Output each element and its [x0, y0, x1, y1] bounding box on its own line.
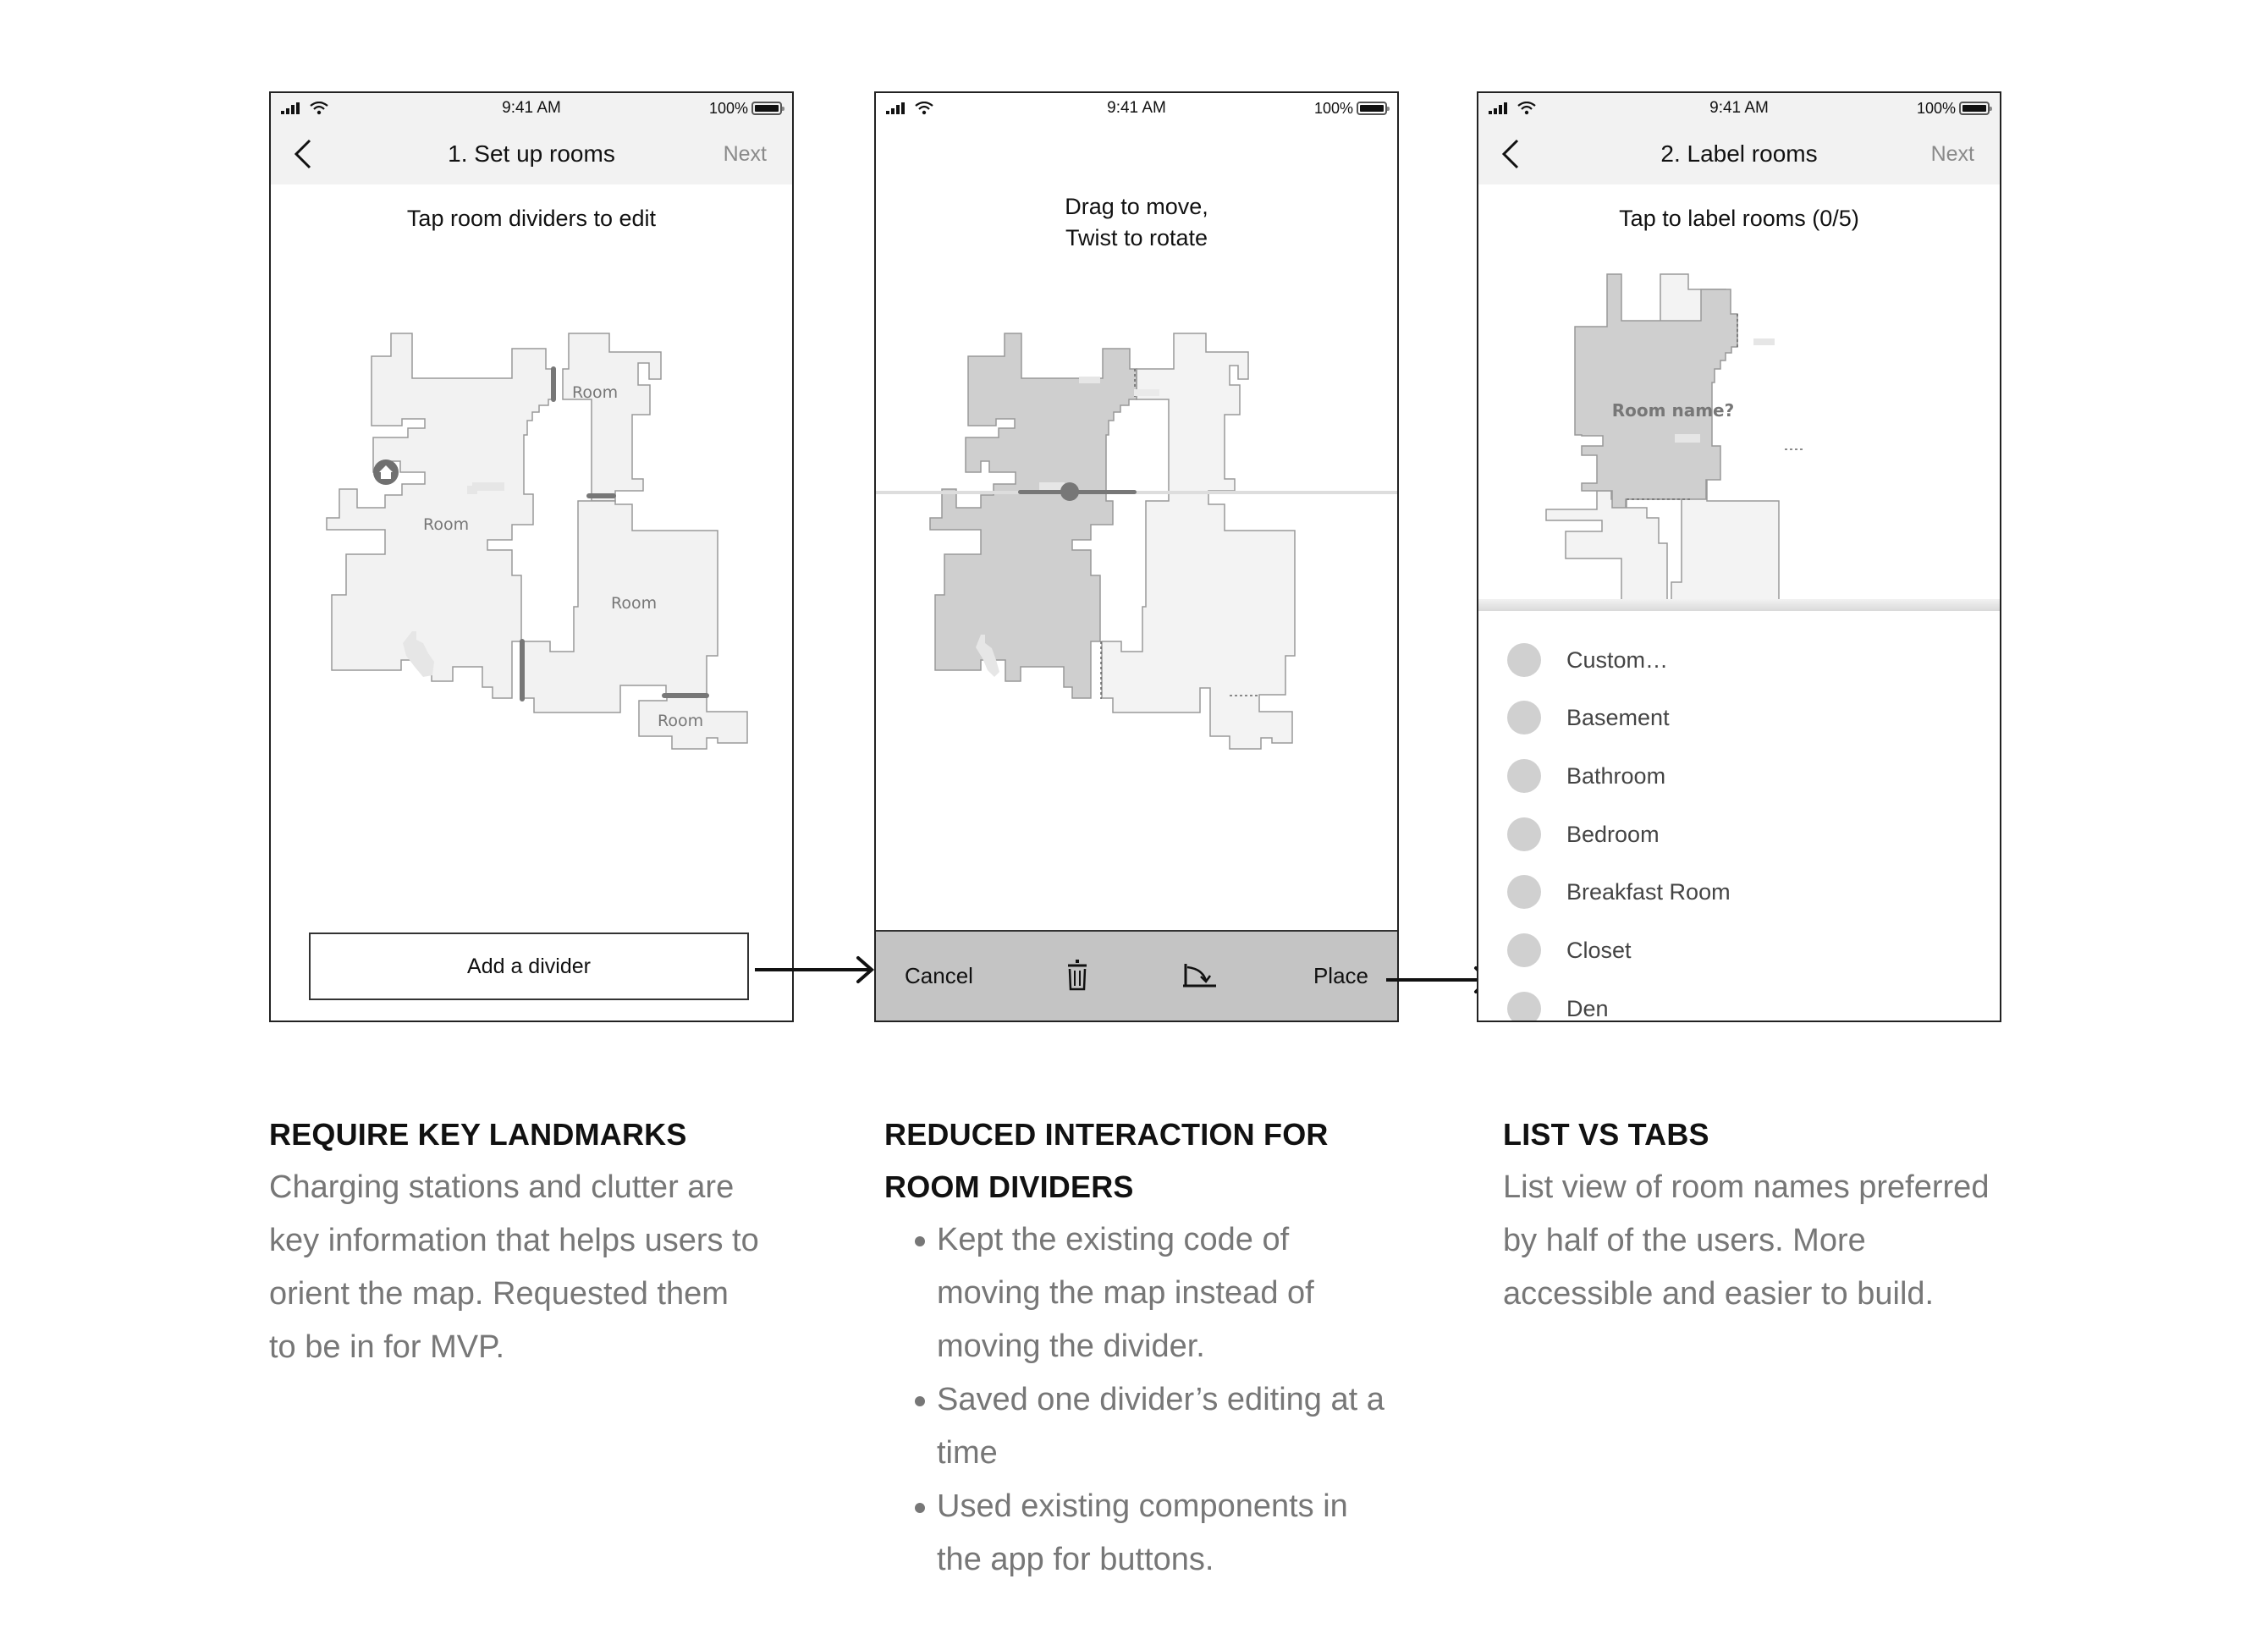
phone-screen-edit-divider	[874, 91, 1399, 1022]
bullet-item: Used existing components in the app for buttons.	[884, 1480, 1426, 1587]
back-chevron-icon[interactable]	[1497, 137, 1522, 171]
page-title: 2. Label rooms	[1660, 140, 1818, 167]
room-option-bathroom[interactable]	[1507, 759, 1665, 793]
bullet-item: Saved one divider’s editing at a time	[884, 1373, 1426, 1480]
battery-percent: 100%	[1313, 99, 1353, 117]
room-option-label: Bedroom	[1566, 821, 1660, 847]
section-body-line: Charging stations and clutter are	[269, 1169, 735, 1205]
wifi-icon	[1517, 102, 1536, 115]
radio-button[interactable]	[1507, 759, 1541, 793]
section-heading-line-1: REDUCED INTERACTION FOR	[884, 1117, 1329, 1152]
section-heading: LIST VS TABS	[1503, 1117, 1709, 1152]
section-body-line: List view of room names preferred	[1503, 1169, 1990, 1205]
section-body-line: by half of the users. More	[1503, 1223, 1866, 1258]
radio-button[interactable]	[1507, 875, 1541, 909]
battery-percent: 100%	[708, 99, 748, 117]
bullet-dot-icon	[915, 1396, 925, 1406]
status-time: 9:41 AM	[502, 99, 561, 117]
room-label: Room	[611, 594, 658, 613]
floor-map-edit[interactable]	[876, 322, 1397, 778]
instruction-text: Tap room dividers to edit	[406, 206, 657, 231]
selected-room-label: Room name?	[1611, 400, 1735, 421]
section-list-vs-tabs	[1503, 1109, 2045, 1321]
signal-icon	[886, 102, 906, 114]
radio-button[interactable]	[1507, 643, 1541, 677]
radio-button[interactable]	[1507, 817, 1541, 851]
next-button[interactable]: Next	[723, 141, 767, 166]
room-label: Room	[658, 712, 704, 730]
status-time: 9:41 AM	[1709, 99, 1769, 117]
section-heading-line-2: ROOM DIVIDERS	[884, 1169, 1134, 1204]
edit-toolbar	[876, 930, 1397, 1021]
room-label: Room	[572, 383, 619, 402]
section-body-line: to be in for MVP.	[269, 1329, 505, 1365]
room-option-label: Basement	[1566, 704, 1670, 730]
battery-icon	[751, 102, 782, 115]
instruction-line-1: Drag to move,	[1065, 194, 1208, 219]
flow-arrow-icon	[753, 955, 878, 988]
radio-button[interactable]	[1507, 933, 1541, 967]
battery-icon	[1357, 102, 1387, 115]
section-reduced-interaction	[884, 1109, 1426, 1587]
status-time: 9:41 AM	[1107, 99, 1166, 117]
navbar	[271, 124, 792, 184]
signal-icon	[1489, 102, 1509, 114]
bullet-dot-icon	[915, 1503, 925, 1513]
wifi-icon	[915, 102, 933, 115]
floor-map-label[interactable]	[1478, 262, 2000, 601]
rotate-icon[interactable]	[1182, 962, 1218, 991]
cancel-button[interactable]: Cancel	[905, 963, 973, 988]
room-option-label: Bathroom	[1566, 762, 1666, 789]
battery-icon	[1959, 102, 1990, 115]
next-button[interactable]: Next	[1930, 141, 1974, 166]
floor-map[interactable]	[322, 322, 762, 778]
room-option-custom[interactable]	[1507, 643, 1668, 677]
bullet-dot-icon	[915, 1236, 925, 1246]
section-body-line: accessible and easier to build.	[1503, 1276, 1935, 1312]
room-option-label: Breakfast Room	[1566, 878, 1731, 905]
radio-button[interactable]	[1507, 992, 1541, 1022]
phone-screen-label-rooms	[1477, 91, 2001, 1022]
room-option-label: Den	[1566, 995, 1609, 1021]
instruction-text: Tap to label rooms (0/5)	[1619, 206, 1859, 231]
place-button[interactable]: Place	[1313, 963, 1368, 988]
room-option-breakfast-room[interactable]	[1507, 875, 1731, 909]
add-divider-button[interactable]: Add a divider	[309, 933, 749, 1000]
signal-icon	[281, 102, 301, 114]
trash-icon[interactable]	[1065, 959, 1089, 993]
room-name-list[interactable]	[1478, 611, 2000, 1021]
radio-button[interactable]	[1507, 701, 1541, 734]
divider-handle[interactable]	[1060, 482, 1079, 501]
room-option-den[interactable]	[1507, 992, 1609, 1022]
charging-station-icon	[373, 459, 399, 485]
navbar	[1478, 124, 2000, 184]
back-chevron-icon[interactable]	[289, 137, 315, 171]
room-option-label: Custom…	[1566, 646, 1669, 673]
room-option-label: Closet	[1566, 937, 1632, 963]
section-heading: REQUIRE KEY LANDMARKS	[269, 1117, 687, 1152]
bullet-list	[884, 1213, 1426, 1587]
instruction-line-2: Twist to rotate	[1065, 225, 1208, 250]
status-bar	[271, 93, 792, 124]
section-body-line: orient the map. Requested them	[269, 1276, 729, 1312]
section-body-line: key information that helps users to	[269, 1223, 759, 1258]
status-bar	[876, 93, 1397, 124]
divider-guide-line	[876, 491, 1397, 494]
room-option-basement[interactable]	[1507, 701, 1670, 734]
room-option-closet[interactable]	[1507, 933, 1632, 967]
wifi-icon	[310, 102, 328, 115]
phone-screen-setup-rooms	[269, 91, 794, 1022]
battery-percent: 100%	[1916, 99, 1956, 117]
status-bar	[1478, 93, 2000, 124]
room-option-bedroom[interactable]	[1507, 817, 1660, 851]
section-key-landmarks	[269, 1109, 811, 1374]
room-label: Room	[423, 515, 470, 534]
bullet-item: Kept the existing code of moving the map instead of moving the divider.	[884, 1213, 1426, 1373]
page-title: 1. Set up rooms	[448, 140, 615, 167]
